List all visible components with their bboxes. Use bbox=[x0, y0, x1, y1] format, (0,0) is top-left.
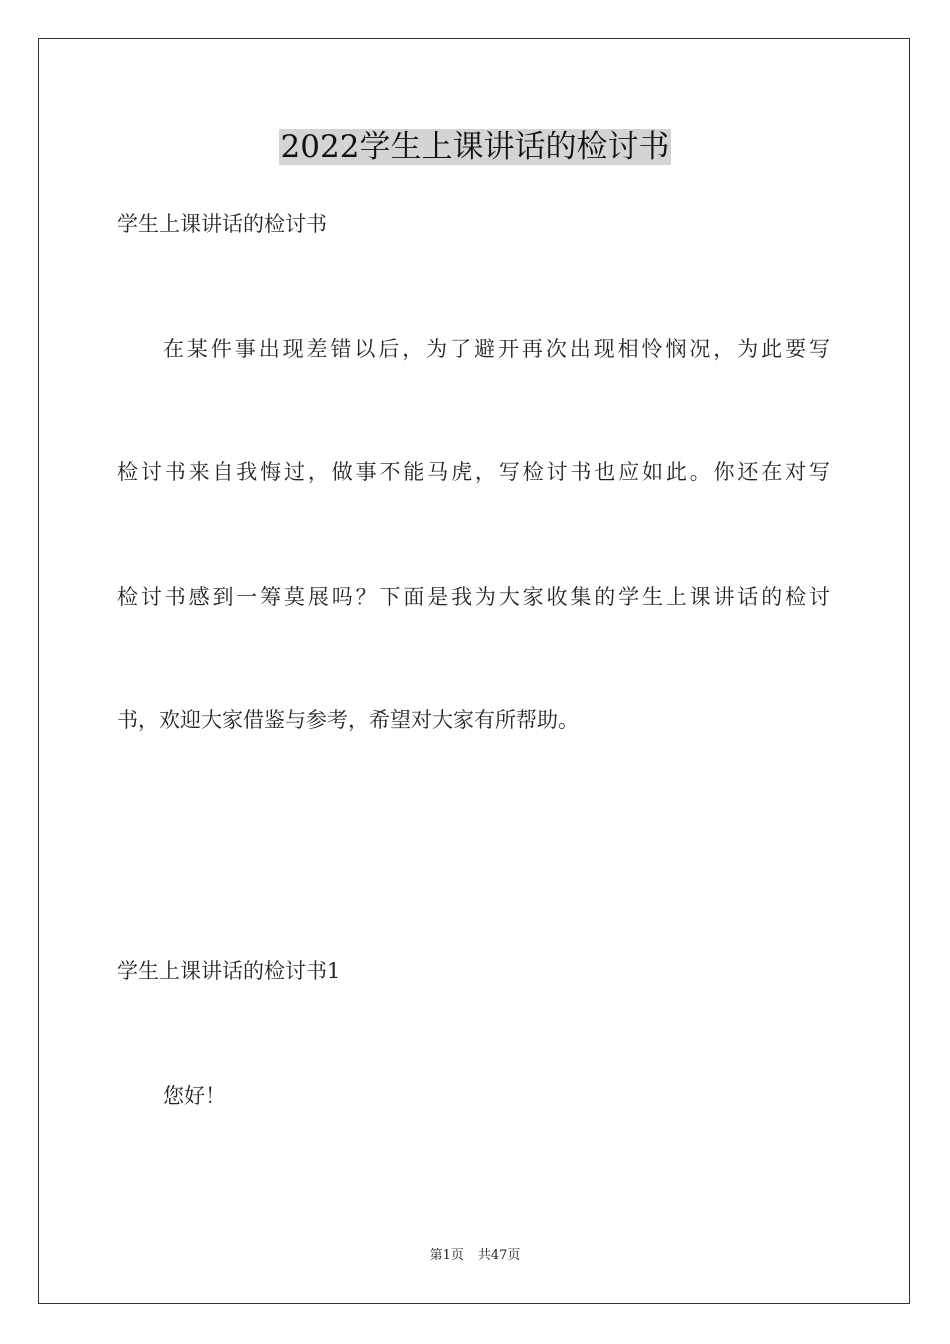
intro-line-4: 书，欢迎大家借鉴与参考，希望对大家有所帮助。 bbox=[117, 708, 579, 732]
section-heading: 学生上课讲话的检讨书1 bbox=[117, 959, 341, 983]
document-title bbox=[0, 127, 950, 167]
page-footer bbox=[0, 1247, 950, 1265]
document-title-text: 2022学生上课讲话的检讨书 bbox=[280, 129, 670, 165]
intro-line-2: 检讨书来自我悔过，做事不能马虎，写检讨书也应如此。你还在对写 bbox=[117, 460, 830, 484]
document-subtitle: 学生上课讲话的检讨书 bbox=[117, 212, 327, 236]
intro-line-1: 在某件事出现差错以后，为了避开再次出现相怜悯况，为此要写 bbox=[163, 337, 830, 361]
intro-line-3: 检讨书感到一筹莫展吗？下面是我为大家收集的学生上课讲话的检讨 bbox=[117, 585, 830, 609]
total-pages-label: 共47页 bbox=[477, 1248, 521, 1263]
page-number-label: 第1页 bbox=[429, 1248, 464, 1263]
greeting-text: 您好！ bbox=[163, 1084, 226, 1108]
